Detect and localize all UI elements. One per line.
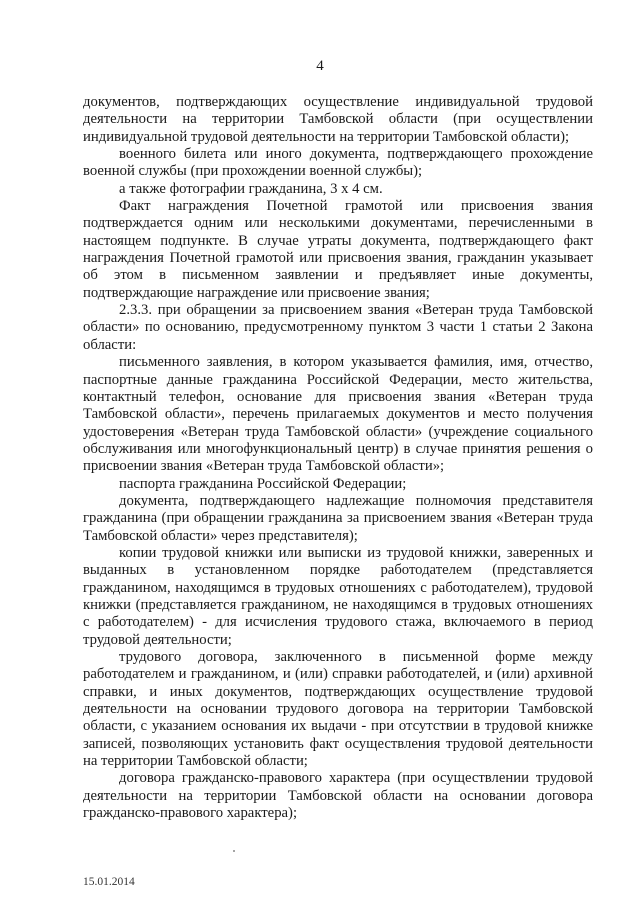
document-body [83,94,593,822]
body-paragraph: документов, подтверждающих осуществление индивидуальной трудовой деятельности на территории Тамбовской области (при осуществлении индивидуальной трудовой деятельности на территории Тамбовской области); [83,94,593,145]
body-paragraph: военного билета или иного документа, подтверждающего прохождение военной службы (при прохождении военной службы); [83,146,593,180]
body-paragraph: Факт награждения Почетной грамотой или присвоения звания подтверждается одним или несколькими документами, перечисленными в настоящем подпункте. В случае утраты документа, подтверждающего факт награждения Почетной грамотой или присвоения звания, гражданин указывает об этом в письменном заявлении и предъявляет иные документы, подтверждающие награждение или присвоение звания; [83,198,593,301]
body-paragraph: 2.3.3. при обращении за присвоением звания «Ветеран труда Тамбовской области» по основанию, предусмотренному пунктом 3 части 1 статьи 2 Закона области: [83,302,593,353]
body-paragraph: а также фотографии гражданина, 3 х 4 см. [119,180,383,197]
body-paragraph: трудового договора, заключенного в письменной форме между работодателем и гражданином, и (или) справки работодателей, и (или) архивной справки, и иных документов, подтверждающих осуществление трудовой деятельности на основании трудового договора на территории Тамбовской области, с указанием основания их выдачи - при отсутствии в трудовой книжке записей, позволяющих установить факт осуществления трудовой деятельности на территории Тамбовской области; [83,649,593,770]
body-paragraph: копии трудовой книжки или выписки из трудовой книжки, заверенных и выданных в установленном порядке работодателем (представляется гражданином, находящимся в трудовых отношениях с работодателем), трудовой книжки (представляется гражданином, не находящимся в трудовых отношениях с работодателем) - для исчисления трудового стажа, включаемого в период трудовой деятельности; [83,544,593,648]
body-paragraph: письменного заявления, в котором указывается фамилия, имя, отчество, паспортные данные гражданина Российской Федерации, место жительства, контактный телефон, основание для присвоения звания «Ветеран труда Тамбовской области», перечень прилагаемых документов и место получения удостоверения «Ветеран труда Тамбовской области» (учреждение социального обслуживания или многофункциональный центр) в случае принятия решения о присвоении звания «Ветеран труда Тамбовской области»; [83,354,593,475]
body-paragraph: договора гражданско-правового характера (при осуществлении трудовой деятельности на территории Тамбовской области на основании договора гражданско-правового характера); [83,770,593,822]
body-paragraph: документа, подтверждающего надлежащие полномочия представителя гражданина (при обращении гражданина за присвоением звания «Ветеран труда Тамбовской области» через представителя); [83,492,593,544]
page-number: 4 [316,58,324,74]
footer-date: 15.01.2014 [83,876,135,888]
scan-artifact-dot [233,850,235,852]
body-paragraph: паспорта гражданина Российской Федерации; [119,475,407,492]
